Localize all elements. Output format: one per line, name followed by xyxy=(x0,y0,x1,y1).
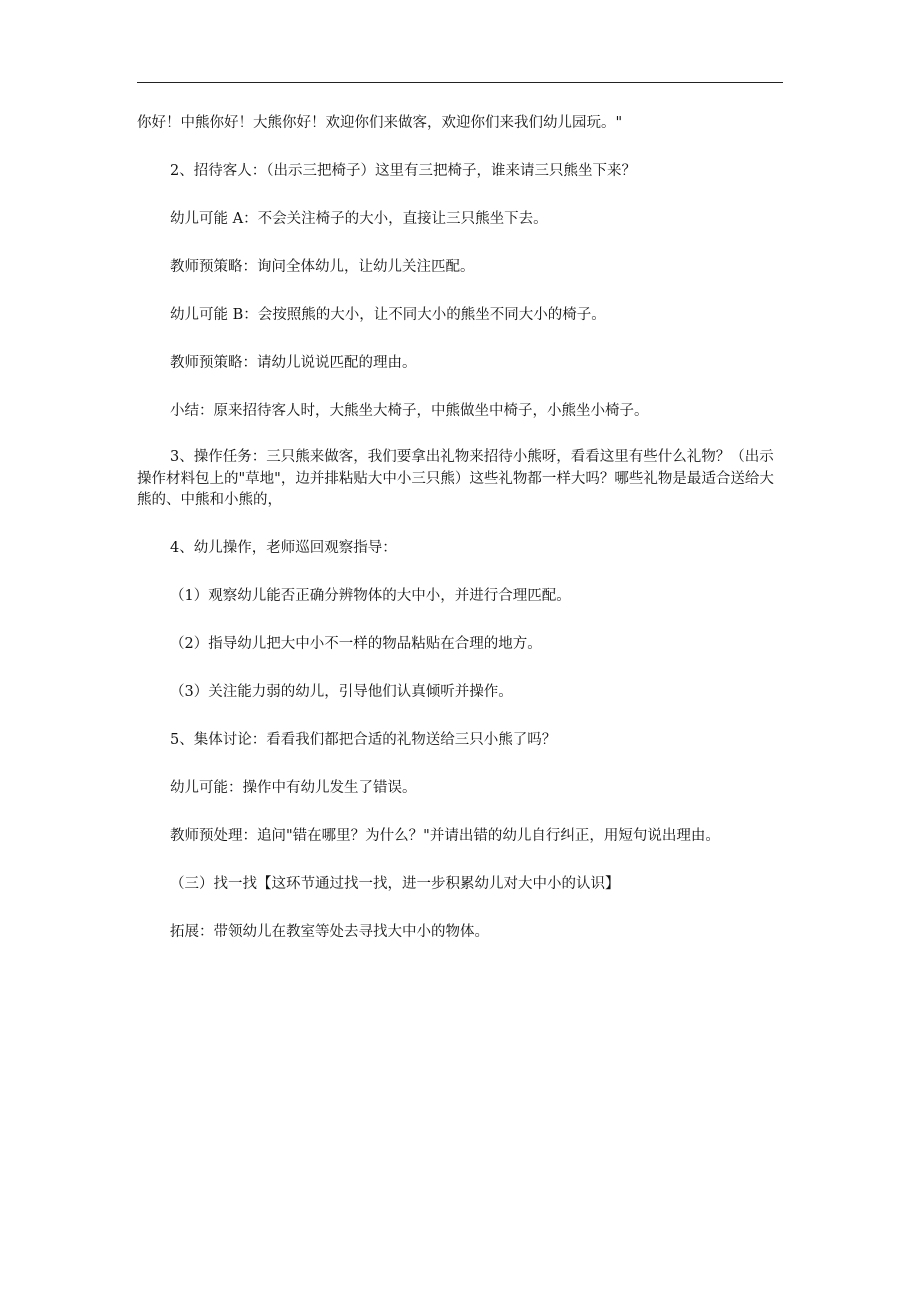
paragraph-observe-2: （2）指导幼儿把大中小不一样的物品粘贴在合理的地方。 xyxy=(170,635,542,652)
paragraph-step-5: 5、集体讨论：看看我们都把合适的礼物送给三只小熊了吗？ xyxy=(170,731,557,748)
paragraph-teacher-strategy-1: 教师预策略：询问全体幼儿，让幼儿关注匹配。 xyxy=(170,259,475,275)
paragraph-step-2: 2、招待客人：（出示三把椅子）这里有三把椅子，谁来请三只熊坐下来？ xyxy=(170,163,636,179)
paragraph-summary: 小结：原来招待客人时，大熊坐大椅子，中熊做坐中椅子，小熊坐小椅子。 xyxy=(170,403,649,419)
header-rule xyxy=(137,82,783,83)
paragraph-step-3: 3、操作任务：三只熊来做客，我们要拿出礼物来招待小熊呀，看看这里有些什么礼物？（出示操作材料包上的"草地"，边并排粘贴大中小三只熊）这些礼物都一样大吗？哪些礼物是最适合送给大熊的、中熊和小熊的， xyxy=(137,449,774,508)
paragraph-observe-3: （3）关注能力弱的幼儿，引导他们认真倾听并操作。 xyxy=(170,683,513,700)
paragraph-child-possible: 幼儿可能：操作中有幼儿发生了错误。 xyxy=(170,779,417,796)
paragraph-observe-1: （1）观察幼儿能否正确分辨物体的大中小，并进行合理匹配。 xyxy=(170,587,571,604)
document-body xyxy=(137,111,785,968)
paragraph-teacher-strategy-2: 教师预策略：请幼儿说说匹配的理由。 xyxy=(170,355,417,371)
paragraph-step-4: 4、幼儿操作，老师巡回观察指导： xyxy=(170,539,397,556)
paragraph-extension: 拓展：带领幼儿在教室等处去寻找大中小的物体。 xyxy=(170,923,489,940)
paragraph-teacher-handling: 教师预处理：追问"错在哪里？为什么？"并请出错的幼儿自行纠正，用短句说出理由。 xyxy=(170,827,720,844)
paragraph-greeting: 你好！中熊你好！大熊你好！欢迎你们来做客，欢迎你们来我们幼儿园玩。" xyxy=(137,115,623,131)
paragraph-child-b: 幼儿可能 B：会按照熊的大小，让不同大小的熊坐不同大小的椅子。 xyxy=(170,307,606,323)
paragraph-child-a: 幼儿可能 A：不会关注椅子的大小，直接让三只熊坐下去。 xyxy=(170,211,548,227)
paragraph-section-3: （三）找一找【这环节通过找一找，进一步积累幼儿对大中小的认识】 xyxy=(170,875,620,892)
